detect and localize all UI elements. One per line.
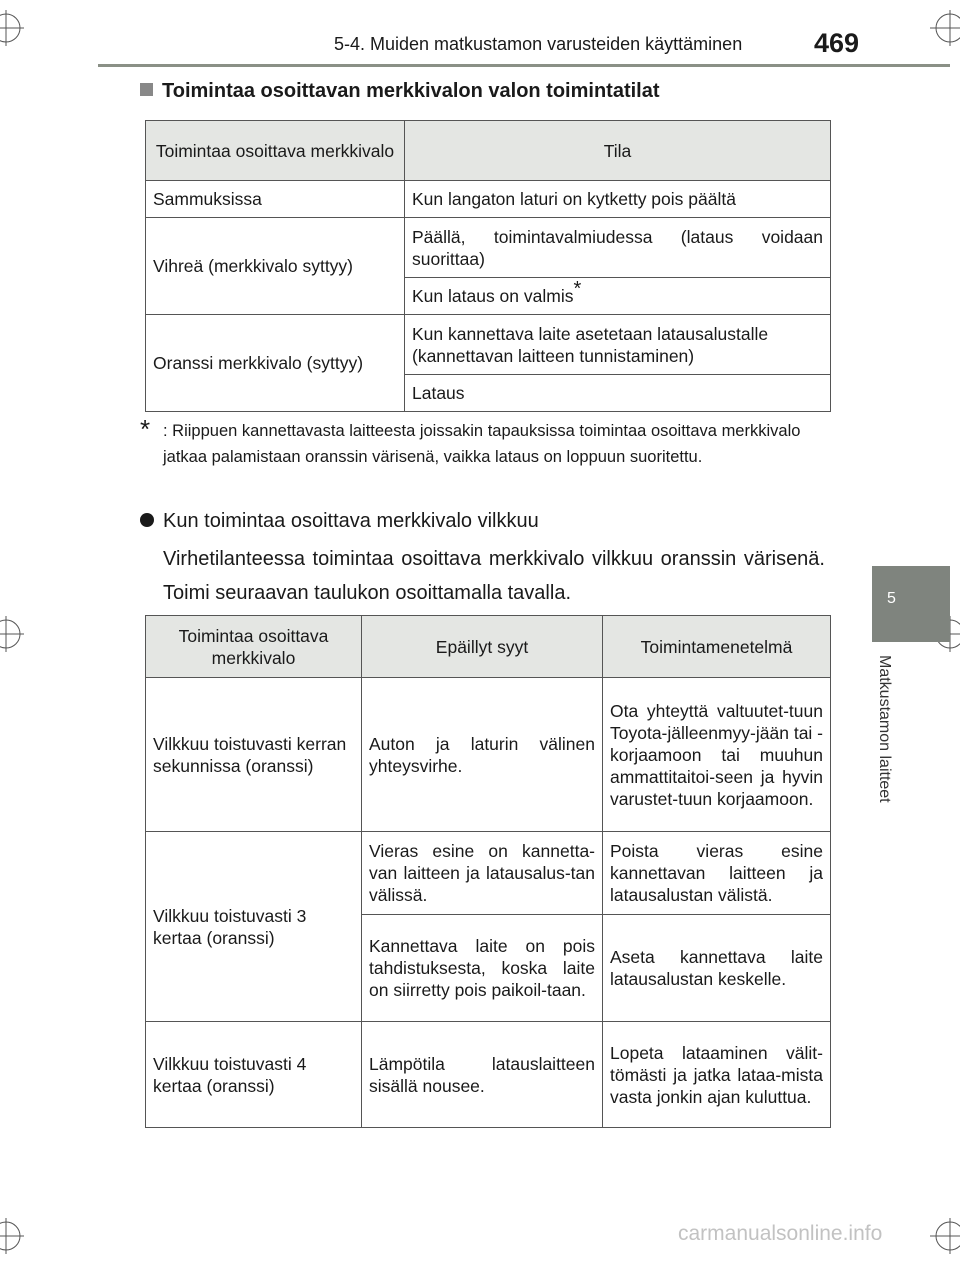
- chapter-tab: [872, 566, 950, 642]
- intro-paragraph: Virhetilanteessa toimintaa osoittava merkkivalo vilkkuu oranssin värisenä. Toimi seuraavan taulukon osoittamalla tavalla.: [163, 548, 825, 604]
- column-header-indicator: Toimintaa osoittava merkkivalo: [146, 616, 362, 678]
- state-text: Kun lataus on valmis: [412, 286, 574, 306]
- footnote-text: : Riippuen kannettavasta laitteesta joissakin tapauksissa toimintaa osoittava merkkivalo jatkaa palamistaan oranssin värisenä, vaikka lataus on loppuun suoritettu.: [163, 422, 801, 466]
- column-header-indicator: Toimintaa osoittava merkkivalo: [146, 121, 405, 181]
- header-section-title: 5-4. Muiden matkustamon varusteiden käyttäminen: [334, 34, 743, 54]
- column-header-cause: Epäillyt syyt: [362, 616, 603, 678]
- state-cell: [405, 278, 831, 315]
- section-title-text: Kun toimintaa osoittava merkkivalo vilkkuu: [163, 510, 539, 532]
- action-cell: Aseta kannettava laite latausalustan keskelle.: [603, 915, 831, 1022]
- chapter-number: 5: [887, 590, 896, 607]
- cause-cell: Vieras esine on kannetta-van laitteen ja latausalus-tan välissä.: [362, 832, 603, 915]
- table-row: [146, 1022, 831, 1128]
- action-cell: Lopeta lataaminen välit-tömästi ja jatka lataa-mista vasta jonkin ajan kuluttua.: [603, 1022, 831, 1128]
- table-row: [146, 678, 831, 832]
- table-header-row: [146, 121, 831, 181]
- indicator-cell: Vilkkuu toistuvasti 4 kertaa (oranssi): [146, 1022, 362, 1128]
- indicator-cell: Vilkkuu toistuvasti kerran sekunnissa (oranssi): [146, 678, 362, 832]
- footnote-mark: *: [573, 278, 582, 301]
- header-rule: [98, 64, 950, 67]
- state-cell: Lataus: [405, 375, 831, 412]
- section-title-states: [140, 80, 660, 103]
- indicator-cell: Oranssi merkkivalo (syttyy): [146, 315, 405, 412]
- page-number: 469: [814, 28, 860, 58]
- chapter-label: Matkustamon laitteet: [876, 655, 893, 803]
- indicator-states-table: [145, 120, 831, 412]
- indicator-cell: Vilkkuu toistuvasti 3 kertaa (oranssi): [146, 832, 362, 1022]
- footnote: [140, 414, 830, 470]
- section-title-text: Toimintaa osoittavan merkkivalon valon toimintatilat: [162, 80, 660, 102]
- state-cell: Kun langaton laturi on kytketty pois päältä: [405, 181, 831, 218]
- indicator-cell: Vihreä (merkkivalo syttyy): [146, 218, 405, 315]
- cause-cell: Lämpötila latauslaitteen sisällä nousee.: [362, 1022, 603, 1128]
- square-bullet-icon: [140, 83, 153, 96]
- round-bullet-icon: [140, 513, 154, 527]
- section-title-blinking: [140, 510, 539, 533]
- indicator-cell: Sammuksissa: [146, 181, 405, 218]
- cause-cell: Auton ja laturin välinen yhteysvirhe.: [362, 678, 603, 832]
- column-header-state: Tila: [405, 121, 831, 181]
- table-row: [146, 832, 831, 915]
- table-header-row: [146, 616, 831, 678]
- watermark: carmanualsonline.info: [678, 1222, 883, 1245]
- column-header-action: Toimintamenetelmä: [603, 616, 831, 678]
- cause-cell: Kannettava laite on pois tahdistuksesta, koska laite on siirretty pois paikoil-taan.: [362, 915, 603, 1022]
- action-cell: Ota yhteyttä valtuutet-tuun Toyota-jälleenmyy-jään tai -korjaamoon tai muuhun ammattitaitoi-seen ja hyvin varustet-tuun korjaamoon.: [603, 678, 831, 832]
- action-cell: Poista vieras esine kannettavan laitteen ja latausalustan välistä.: [603, 832, 831, 915]
- footnote-star: *: [140, 414, 151, 444]
- blinking-indicator-table: [145, 615, 831, 1128]
- table-row: [146, 218, 831, 278]
- state-cell: Päällä, toimintavalmiudessa (lataus voidaan suorittaa): [405, 218, 831, 278]
- table-row: [146, 181, 831, 218]
- table-row: [146, 315, 831, 375]
- state-cell: Kun kannettava laite asetetaan latausalustalle (kannettavan laitteen tunnistaminen): [405, 315, 831, 375]
